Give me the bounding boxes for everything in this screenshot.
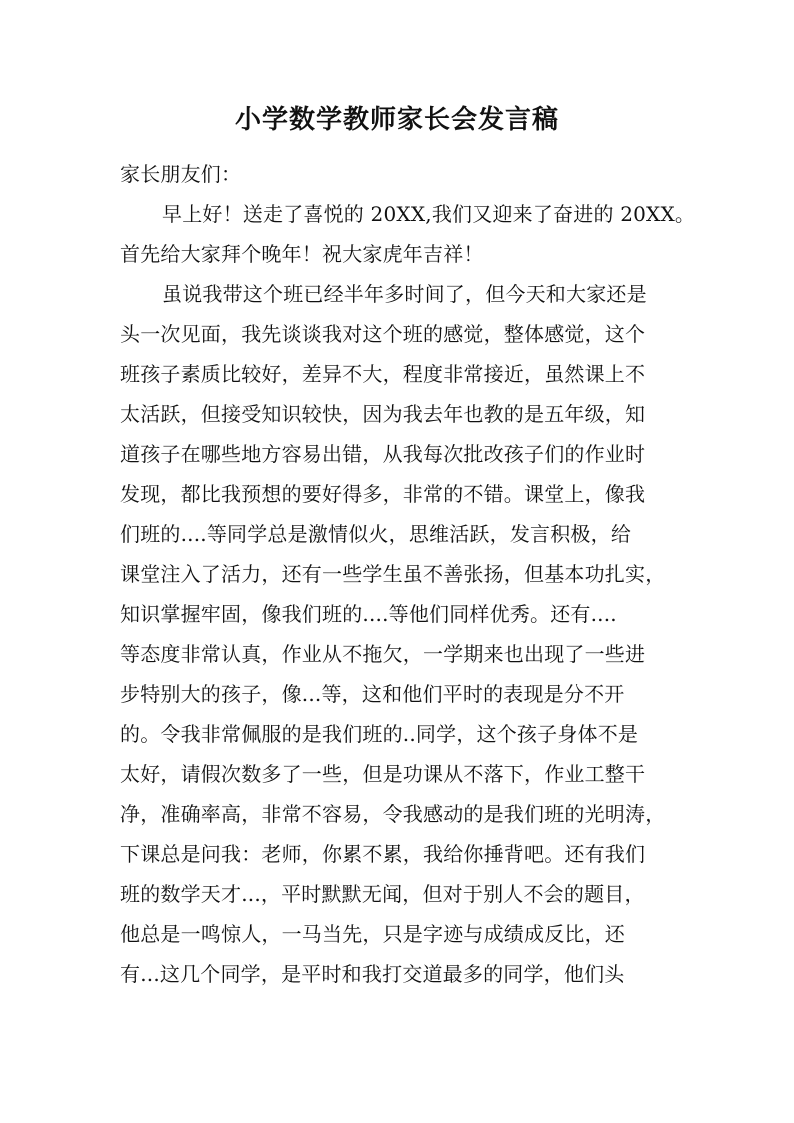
paragraph-line: 等态度非常认真，作业从不拖欠，一学期来也出现了一些进 <box>120 642 646 666</box>
paragraph-line: 他总是一鸣惊人，一马当先，只是字迹与成绩成反比，还 <box>120 922 625 946</box>
paragraph-line: 早上好！送走了喜悦的 20XX,我们又迎来了奋进的 20XX。 <box>162 202 696 226</box>
paragraph-line: 虽说我带这个班已经半年多时间了，但今天和大家还是 <box>162 282 647 306</box>
salutation-line: 家长朋友们： <box>120 162 242 186</box>
document-body <box>120 154 696 994</box>
paragraph-line: 净，准确率高，非常不容易，令我感动的是我们班的光明涛， <box>120 802 666 826</box>
paragraph-line: 道孩子在哪些地方容易出错，从我每次批改孩子们的作业时 <box>120 442 646 466</box>
paragraph-line: 下课总是问我：老师，你累不累，我给你捶背吧。还有我们 <box>120 842 646 866</box>
paragraph-line: 首先给大家拜个晚年！祝大家虎年吉祥！ <box>120 242 484 266</box>
paragraph-line: 太好，请假次数多了一些，但是功课从不落下，作业工整干 <box>120 762 646 786</box>
paragraph-line: 太活跃，但接受知识较快，因为我去年也教的是五年级，知 <box>120 402 646 426</box>
paragraph-line: 步特别大的孩子，像...等，这和他们平时的表现是分不开 <box>120 682 625 706</box>
paragraph-line: 课堂注入了活力，还有一些学生虽不善张扬，但基本功扎实， <box>120 562 666 586</box>
paragraph-line: 头一次见面，我先谈谈我对这个班的感觉，整体感觉，这个 <box>120 322 646 346</box>
document-title: 小学数学教师家长会发言稿 <box>234 105 559 135</box>
paragraph-line: 知识掌握牢固，像我们班的....等他们同样优秀。还有.... <box>120 602 617 626</box>
paragraph-line: 班的数学天才...，平时默默无闻，但对于别人不会的题目， <box>120 882 645 906</box>
paragraph-line: 们班的....等同学总是激情似火，思维活跃，发言积极，给 <box>120 522 632 546</box>
paragraph-line: 的。令我非常佩服的是我们班的..同学，这个孩子身体不是 <box>120 722 639 746</box>
paragraph-line: 班孩子素质比较好，差异不大，程度非常接近，虽然课上不 <box>120 362 646 386</box>
paragraph-line: 有...这几个同学，是平时和我打交道最多的同学，他们头 <box>120 962 625 986</box>
paragraph-line: 发现，都比我预想的要好得多，非常的不错。课堂上，像我 <box>120 482 646 506</box>
